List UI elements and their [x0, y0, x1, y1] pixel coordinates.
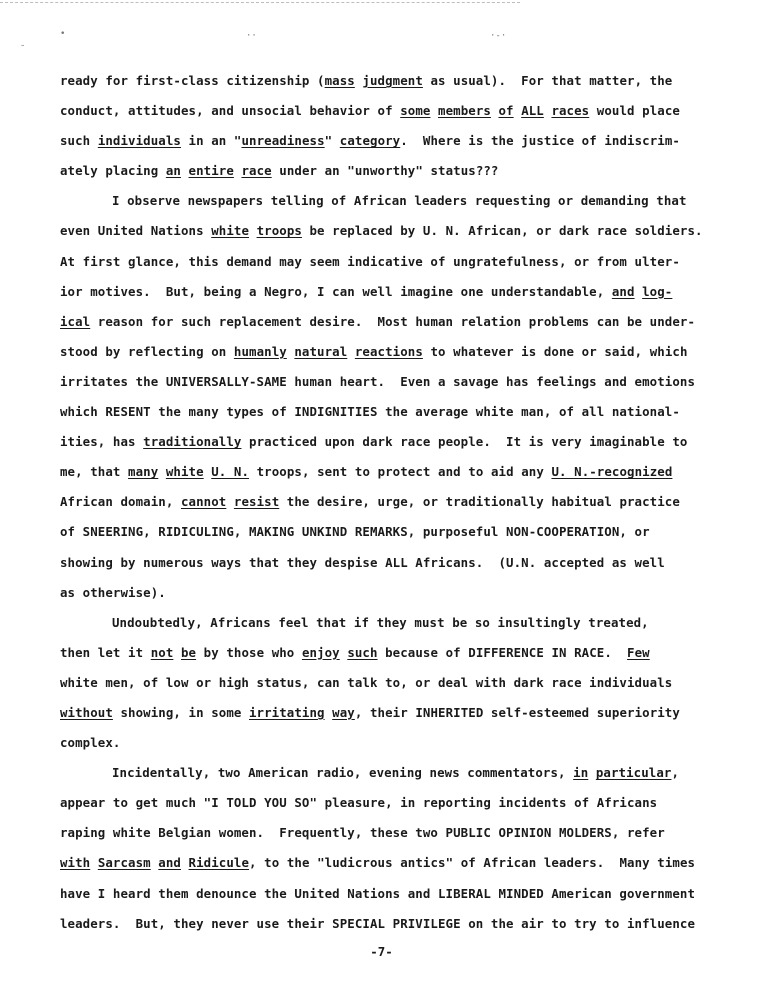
text-run: At first glance, this demand may seem indicative of ungratefulness, or from ulter-: [60, 253, 680, 269]
text-run: [173, 645, 181, 660]
underlined-text: race: [241, 163, 272, 179]
underlined-text: an: [165, 163, 181, 179]
underlined-text: such: [347, 644, 378, 660]
text-line: [60, 277, 700, 307]
text-run: [249, 223, 257, 238]
underlined-text: without: [60, 704, 113, 720]
text-line: [60, 186, 700, 216]
text-run: such: [60, 133, 98, 149]
text-run: , to the "ludicrous antics" of African leaders. Many times: [249, 855, 696, 871]
text-run: of SNEERING, RIDICULING, MAKING UNKIND REMARKS, purposeful NON-COOPERATION, or: [60, 524, 650, 540]
text-run: . Where is the justice of indiscrim-: [400, 133, 680, 149]
text-run: [90, 855, 98, 870]
text-run: under an "unworthy" status???: [271, 163, 499, 179]
text-run: complex.: [60, 735, 121, 751]
text-line: [60, 216, 703, 246]
text-run: raping white Belgian women. Frequently, these two PUBLIC OPINION MOLDERS, refer: [60, 825, 665, 841]
text-run: white men, of low or high status, can talk to, or deal with dark race individuals: [60, 674, 673, 690]
underlined-text: and: [158, 855, 181, 871]
underlined-text: Few: [627, 644, 650, 660]
scan-speck: ··: [246, 31, 257, 41]
text-run: because of DIFFERENCE IN RACE.: [377, 644, 628, 660]
text-run: as usual). For that matter, the: [422, 73, 673, 88]
text-run: Undoubtedly, Africans feel that if they must be so insultingly treated,: [112, 614, 649, 630]
typed-letter-body: [60, 66, 703, 939]
text-line: [60, 578, 700, 608]
text-run: the desire, urge, or traditionally habitual practice: [279, 494, 680, 510]
text-run: ately placing: [60, 163, 166, 179]
text-line: [60, 548, 700, 578]
text-line: [60, 909, 700, 939]
text-run: even United Nations: [60, 223, 212, 239]
text-run: leaders. But, they never use their SPECIAL PRIVILEGE on the air to try to influence: [60, 915, 696, 931]
text-line: [60, 698, 700, 728]
underlined-text: ical: [60, 313, 91, 329]
text-line: [60, 96, 700, 126]
underlined-text: U. N.-recognized: [551, 464, 673, 480]
text-run: [588, 765, 596, 780]
text-run: [491, 103, 499, 118]
text-line: [60, 457, 700, 487]
underlined-text: be: [180, 644, 197, 660]
text-line: [60, 126, 700, 156]
underlined-text: category: [339, 133, 401, 149]
text-run: I observe newspapers telling of African leaders requesting or demanding that: [112, 193, 687, 209]
scan-speck: ˘: [20, 45, 26, 55]
underlined-text: in: [573, 765, 589, 781]
text-line: [60, 427, 700, 457]
underlined-text: traditionally: [143, 434, 242, 450]
underlined-text: members: [438, 103, 491, 119]
underlined-text: particular: [595, 765, 672, 781]
underlined-text: log-: [642, 283, 673, 299]
underlined-text: white: [211, 223, 250, 239]
text-run: [635, 284, 643, 299]
text-run: ior motives. But, being a Negro, I can well imagine one understandable,: [60, 283, 612, 299]
underlined-text: Ridicule: [188, 855, 250, 871]
text-line: [60, 818, 700, 848]
text-run: in an ": [180, 133, 242, 149]
text-run: Incidentally, two American radio, evening news commentators,: [112, 765, 574, 781]
text-run: ,: [671, 765, 680, 781]
text-run: have I heard them denounce the United Nations and LIBERAL MINDED American government: [60, 885, 696, 901]
underlined-text: white: [165, 464, 204, 480]
text-run: be replaced by U. N. African, or dark race soldiers.: [301, 223, 703, 239]
underlined-text: with: [60, 855, 91, 871]
underlined-text: judgment: [362, 73, 423, 88]
underlined-text: cannot: [180, 494, 227, 510]
text-line: [60, 668, 700, 698]
text-run: me, that: [60, 464, 129, 480]
text-line: [60, 638, 700, 668]
text-run: ready for first-class citizenship (: [60, 73, 325, 88]
underlined-text: some: [400, 103, 431, 119]
text-line: [60, 397, 700, 427]
text-run: [226, 494, 234, 509]
text-line: [60, 728, 700, 758]
underlined-text: Sarcasm: [97, 855, 151, 871]
text-line: [60, 307, 700, 337]
underlined-text: humanly: [233, 343, 287, 359]
text-run: practiced upon dark race people. It is very imaginable to: [241, 434, 688, 450]
text-run: showing by numerous ways that they despise ALL Africans. (U.N. accepted as well: [60, 554, 665, 570]
text-run: conduct, attitudes, and unsocial behavior of: [60, 103, 401, 119]
underlined-text: ALL: [521, 103, 544, 119]
text-run: [181, 163, 189, 178]
underlined-text: irritating: [249, 704, 325, 720]
text-line: [60, 487, 700, 517]
underlined-text: resist: [233, 494, 280, 510]
text-run: would place: [589, 103, 680, 119]
text-line: [60, 848, 700, 878]
text-run: then let it: [60, 644, 151, 660]
underlined-text: reactions: [354, 343, 423, 359]
text-line: [60, 66, 700, 96]
text-run: ities, has: [60, 434, 144, 450]
underlined-text: natural: [294, 343, 348, 359]
underlined-text: mass: [324, 73, 355, 88]
underlined-text: many: [128, 464, 159, 480]
underlined-text: individuals: [97, 133, 181, 149]
text-line: [60, 517, 700, 547]
text-run: [430, 103, 438, 118]
underlined-text: of: [498, 103, 514, 119]
underlined-text: not: [150, 644, 174, 660]
page-number: -7-: [370, 944, 393, 959]
text-line: [60, 879, 700, 909]
text-run: stood by reflecting on: [60, 343, 234, 359]
text-line: [60, 608, 700, 638]
underlined-text: way: [332, 704, 355, 720]
text-line: [60, 337, 700, 367]
scan-speck: ·-·: [490, 31, 507, 41]
underlined-text: entire: [188, 163, 234, 179]
text-run: [347, 344, 355, 359]
underlined-text: U. N.: [211, 464, 250, 480]
top-edge-rule: [0, 2, 520, 3]
underlined-text: and: [611, 283, 635, 299]
underlined-text: races: [551, 103, 590, 119]
text-run: [158, 464, 166, 479]
text-run: as otherwise).: [60, 584, 166, 600]
text-run: which RESENT the many types of INDIGNITIES the average white man, of all national-: [60, 404, 680, 420]
underlined-text: enjoy: [301, 644, 340, 660]
text-run: irritates the UNIVERSALLY-SAME human heart. Even a savage has feelings and emotions: [60, 373, 696, 389]
text-run: troops, sent to protect and to aid any: [249, 464, 552, 480]
text-run: [181, 855, 189, 870]
underlined-text: unreadiness: [241, 133, 325, 149]
text-line: [60, 788, 700, 818]
text-run: reason for such replacement desire. Most human relation problems can be under-: [90, 313, 696, 329]
text-run: to whatever is done or said, which: [422, 343, 688, 359]
text-run: , their INHERITED self-esteemed superiority: [354, 704, 680, 720]
text-run: ": [324, 133, 340, 149]
text-run: appear to get much "I TOLD YOU SO" pleasure, in reporting incidents of Africans: [60, 795, 658, 811]
underlined-text: troops: [256, 223, 302, 239]
scan-speck: •: [60, 29, 66, 39]
text-run: showing, in some: [112, 704, 249, 720]
text-line: [60, 758, 700, 788]
text-line: [60, 156, 700, 186]
text-run: by those who: [196, 644, 302, 660]
text-line: [60, 367, 700, 397]
text-line: [60, 247, 700, 277]
text-run: African domain,: [60, 494, 181, 510]
